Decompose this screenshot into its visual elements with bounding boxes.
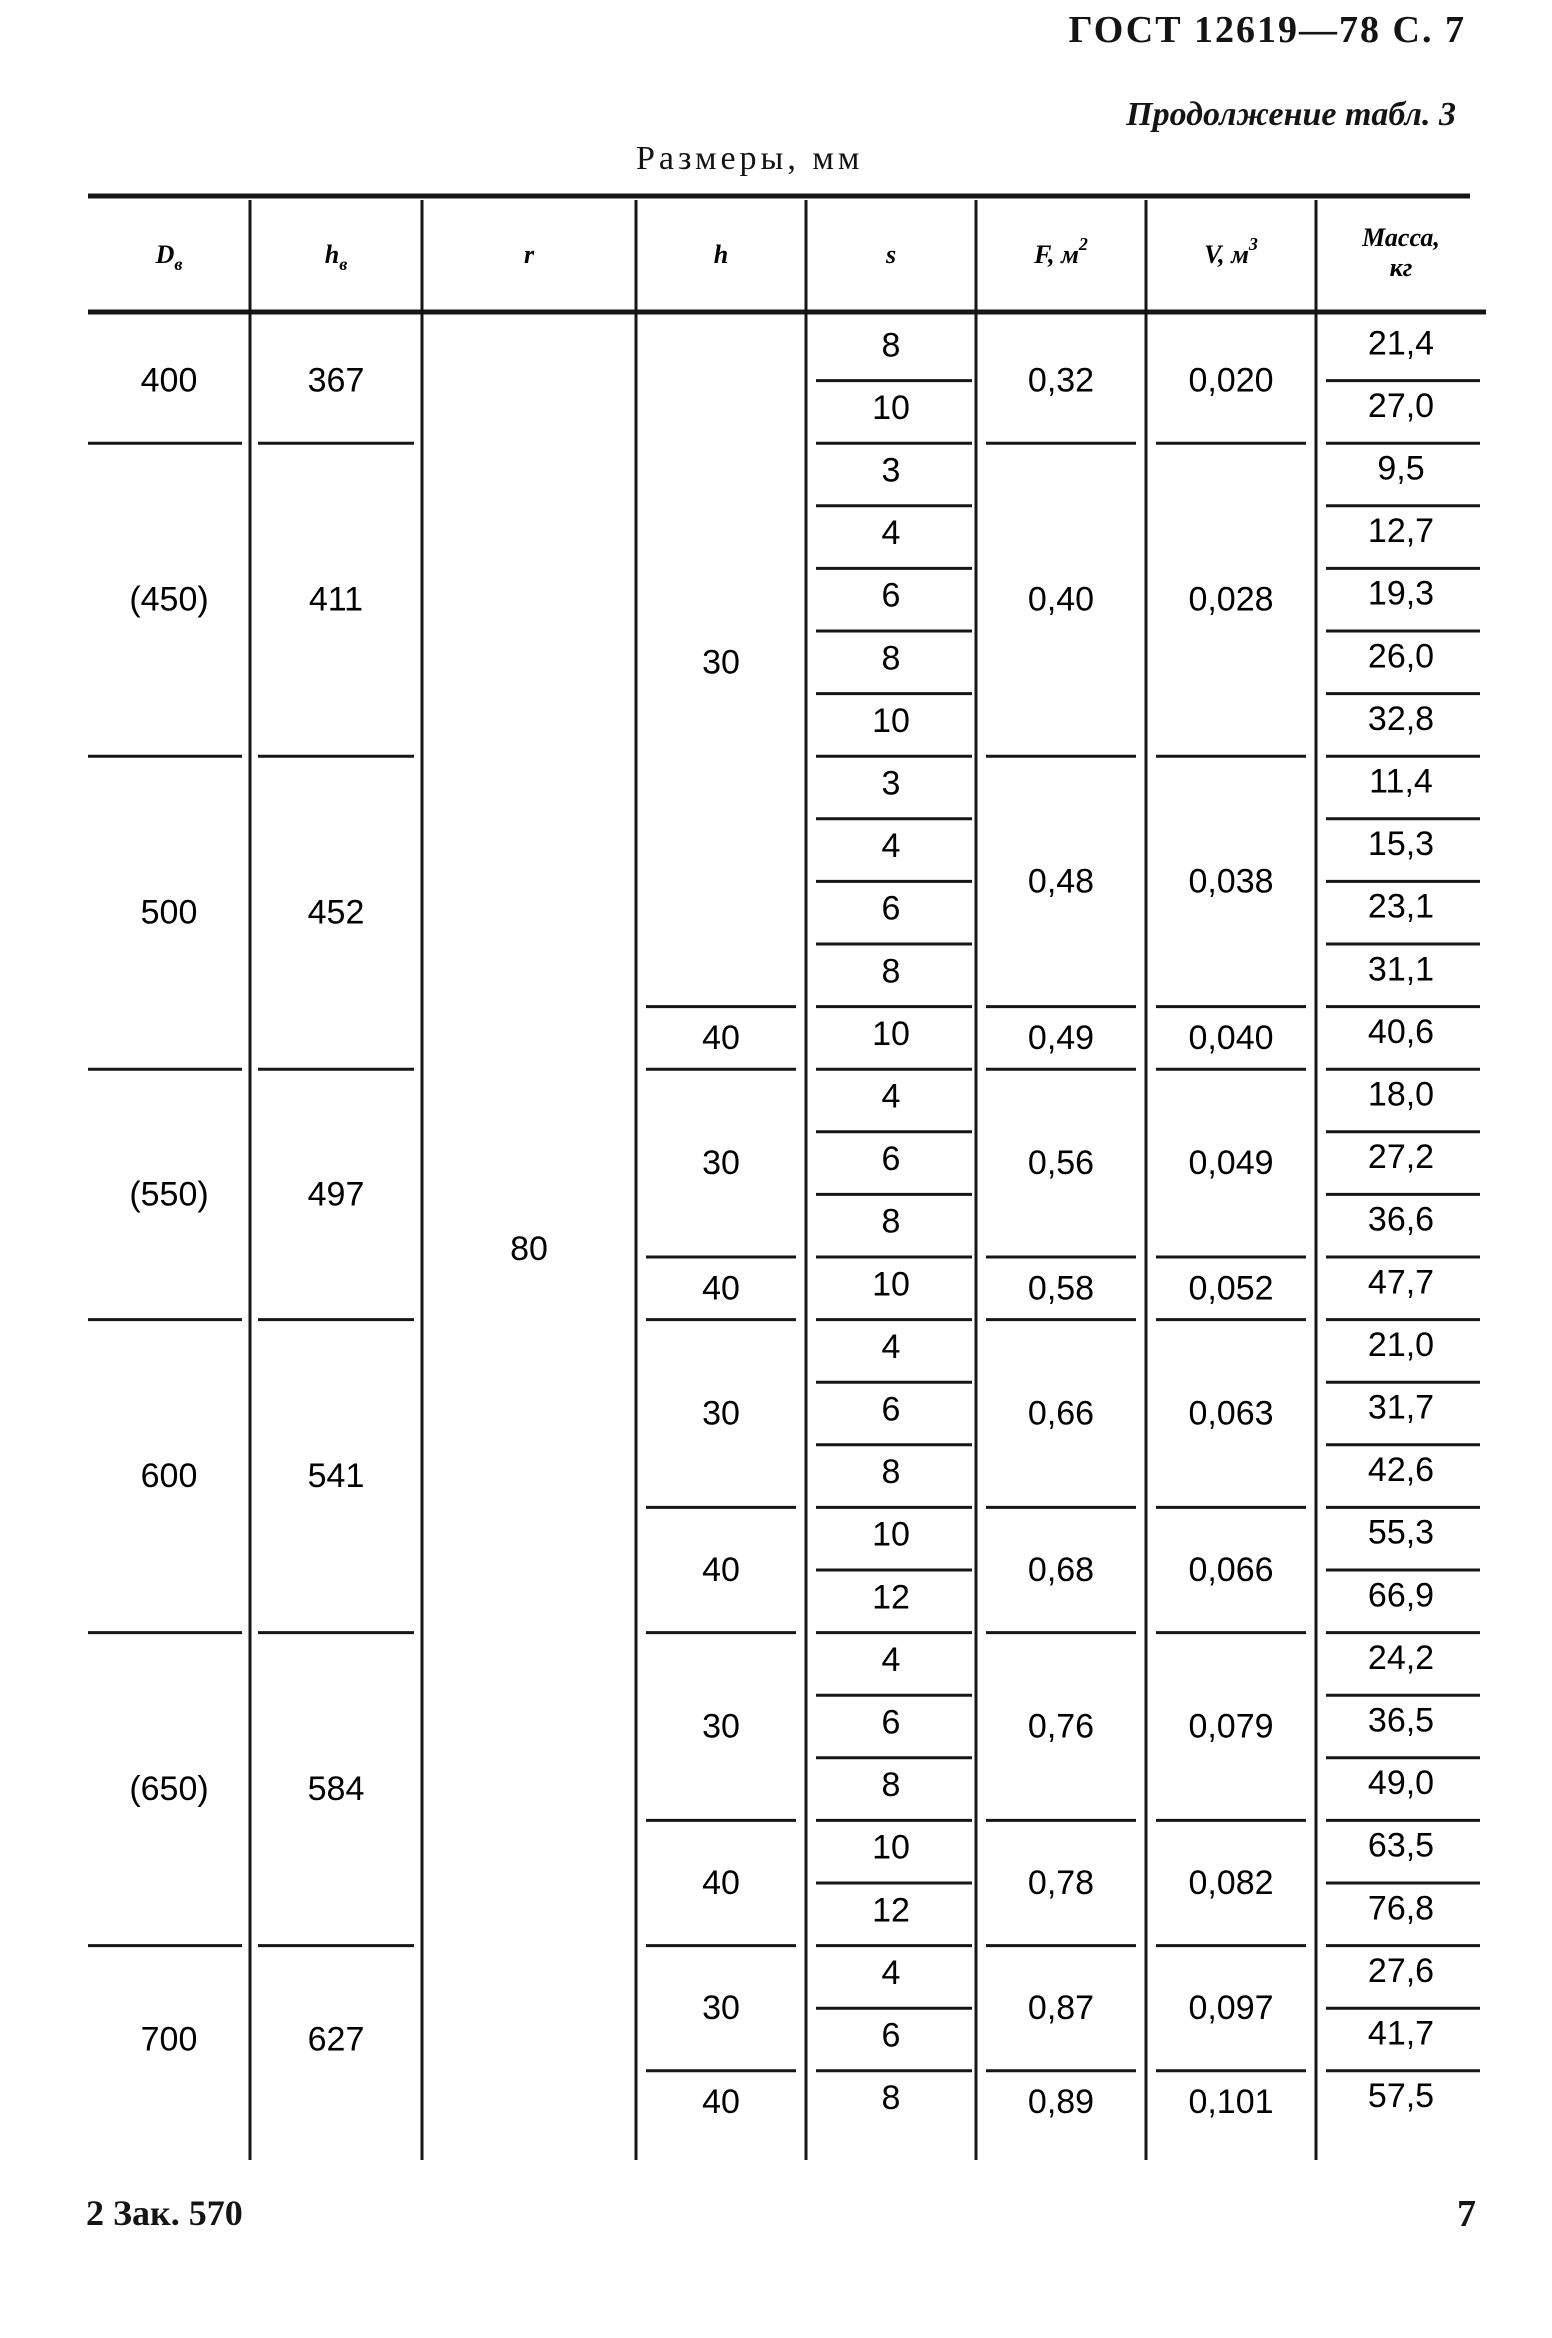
cell-mass: 26,0: [1367, 637, 1435, 676]
cell-mass: 23,1: [1367, 887, 1435, 926]
cell-v: 0,079: [1188, 1707, 1274, 1746]
header-s: s: [885, 239, 897, 269]
cell-f: 0,49: [1027, 1018, 1095, 1057]
cell-mass: 76,8: [1367, 1889, 1435, 1928]
cell-mass: 40,6: [1367, 1012, 1435, 1051]
cell-v: 0,082: [1188, 1864, 1274, 1902]
cell-hb: 452: [307, 893, 365, 932]
cell-mass: 11,4: [1369, 762, 1433, 801]
cell-v: 0,097: [1188, 1989, 1274, 2028]
cell-s: 10: [872, 1265, 910, 1304]
cell-h: 30: [702, 1394, 740, 1433]
header-hb: $h_в$: [324, 239, 348, 274]
cell-mass: 31,1: [1367, 950, 1435, 989]
cell-v: 0,066: [1188, 1551, 1274, 1589]
cell-h: 40: [702, 1551, 740, 1589]
cell-mass: 36,6: [1367, 1200, 1435, 1239]
cell-hb: 497: [307, 1175, 365, 1214]
cell-hb: 367: [307, 361, 365, 400]
cell-v: 0,052: [1188, 1269, 1274, 1308]
cell-h: 40: [702, 2083, 740, 2122]
header-v: V, $м^3$: [1204, 234, 1258, 269]
cell-s: 8: [881, 2079, 901, 2118]
cell-d: 600: [140, 1457, 198, 1496]
cell-s: 10: [872, 388, 910, 427]
cell-h: 40: [702, 1269, 740, 1308]
cell-s: 3: [881, 764, 901, 803]
cell-d: (450): [129, 580, 209, 619]
cell-s: 10: [872, 701, 910, 740]
cell-mass: 63,5: [1367, 1826, 1435, 1865]
cell-s: 8: [881, 1766, 901, 1805]
cell-f: 0,68: [1027, 1551, 1095, 1589]
cell-mass: 19,3: [1367, 574, 1435, 613]
cell-mass: 15,3: [1367, 825, 1435, 864]
cell-mass: 32,8: [1367, 699, 1435, 738]
page-number: 7: [1457, 2193, 1476, 2235]
cell-hb: 411: [308, 580, 364, 619]
cell-s: 12: [872, 1891, 910, 1930]
header-mass: Масса, кг: [1362, 223, 1440, 282]
cell-s: 4: [881, 1953, 901, 1992]
cell-s: 4: [881, 1077, 901, 1116]
document-header: ГОСТ 12619—78 С. 7: [1068, 9, 1466, 51]
cell-mass: 27,0: [1367, 386, 1435, 425]
cell-d: 700: [140, 2020, 198, 2059]
header-d: $D_в$: [155, 239, 183, 274]
cell-v: 0,040: [1188, 1018, 1274, 1057]
cell-s: 10: [872, 1014, 910, 1053]
cell-mass: 41,7: [1367, 2014, 1435, 2053]
cell-h: 30: [702, 1144, 740, 1183]
cell-s: 10: [872, 1828, 910, 1867]
cell-f: 0,89: [1027, 2083, 1095, 2122]
cell-s: 6: [881, 889, 901, 928]
cell-mass: 31,7: [1367, 1388, 1435, 1427]
cell-s: 4: [881, 514, 901, 553]
cell-h: 30: [702, 1707, 740, 1746]
units-caption: Размеры, мм: [636, 140, 864, 177]
cell-mass: 47,7: [1367, 1263, 1435, 1302]
cell-mass: 27,2: [1367, 1138, 1435, 1177]
cell-mass: 9,5: [1377, 449, 1425, 488]
cell-hb: 627: [307, 2020, 365, 2059]
cell-h: 30: [702, 1989, 740, 2028]
cell-mass: 27,6: [1367, 1951, 1435, 1990]
cell-mass: 36,5: [1367, 1701, 1435, 1740]
cell-mass: 12,7: [1367, 512, 1435, 551]
cell-v: 0,020: [1188, 361, 1274, 400]
cell-f: 0,48: [1027, 862, 1095, 901]
cell-mass: 18,0: [1367, 1075, 1435, 1114]
cell-hb: 541: [307, 1457, 365, 1496]
cell-f: 0,56: [1027, 1144, 1095, 1183]
cell-d: 500: [140, 893, 198, 932]
cell-s: 12: [872, 1578, 910, 1617]
cell-r: 80: [510, 1230, 548, 1268]
cell-mass: 55,3: [1367, 1513, 1435, 1552]
cell-s: 6: [881, 1703, 901, 1742]
cell-mass: 66,9: [1367, 1576, 1435, 1615]
cell-s: 6: [881, 1140, 901, 1179]
cell-h: 30: [702, 643, 740, 682]
cell-f: 0,40: [1027, 580, 1095, 619]
cell-s: 4: [881, 1640, 901, 1679]
cell-v: 0,049: [1188, 1144, 1274, 1183]
cell-h: 40: [702, 1864, 740, 1902]
cell-s: 8: [881, 1202, 901, 1241]
cell-h: 40: [702, 1018, 740, 1057]
cell-f: 0,58: [1027, 1269, 1095, 1308]
cell-mass: 24,2: [1367, 1638, 1435, 1677]
cell-s: 8: [881, 326, 901, 365]
cell-s: 6: [881, 1390, 901, 1429]
cell-mass: 57,5: [1367, 2077, 1435, 2116]
cell-v: 0,028: [1188, 580, 1274, 619]
cell-hb: 584: [307, 1770, 365, 1809]
cell-s: 6: [881, 2016, 901, 2055]
cell-d: (650): [129, 1770, 209, 1809]
header-f: F, $м^2$: [1034, 234, 1088, 269]
cell-mass: 21,4: [1367, 324, 1435, 363]
cell-v: 0,101: [1188, 2083, 1274, 2122]
header-h: h: [713, 239, 729, 269]
table-continuation-label: Продолжение табл. 3: [1126, 96, 1456, 133]
cell-mass: 49,0: [1367, 1764, 1435, 1803]
cell-d: 400: [140, 361, 198, 400]
cell-f: 0,78: [1027, 1864, 1095, 1902]
cell-d: (550): [129, 1175, 209, 1214]
footer-order-number: 2 Зак. 570: [86, 2193, 243, 2233]
cell-s: 10: [872, 1515, 910, 1554]
cell-v: 0,063: [1188, 1394, 1274, 1433]
cell-s: 8: [881, 639, 901, 678]
cell-s: 3: [881, 451, 901, 490]
cell-s: 6: [881, 576, 901, 615]
cell-s: 4: [881, 1327, 901, 1366]
cell-s: 8: [881, 952, 901, 991]
cell-f: 0,66: [1027, 1394, 1095, 1433]
header-r: r: [523, 239, 535, 269]
cell-s: 8: [881, 1453, 901, 1492]
cell-f: 0,76: [1027, 1707, 1095, 1746]
cell-f: 0,32: [1027, 361, 1095, 400]
cell-mass: 42,6: [1367, 1451, 1435, 1490]
cell-f: 0,87: [1027, 1989, 1095, 2028]
cell-mass: 21,0: [1367, 1325, 1435, 1364]
cell-s: 4: [881, 827, 901, 866]
cell-v: 0,038: [1188, 862, 1274, 901]
